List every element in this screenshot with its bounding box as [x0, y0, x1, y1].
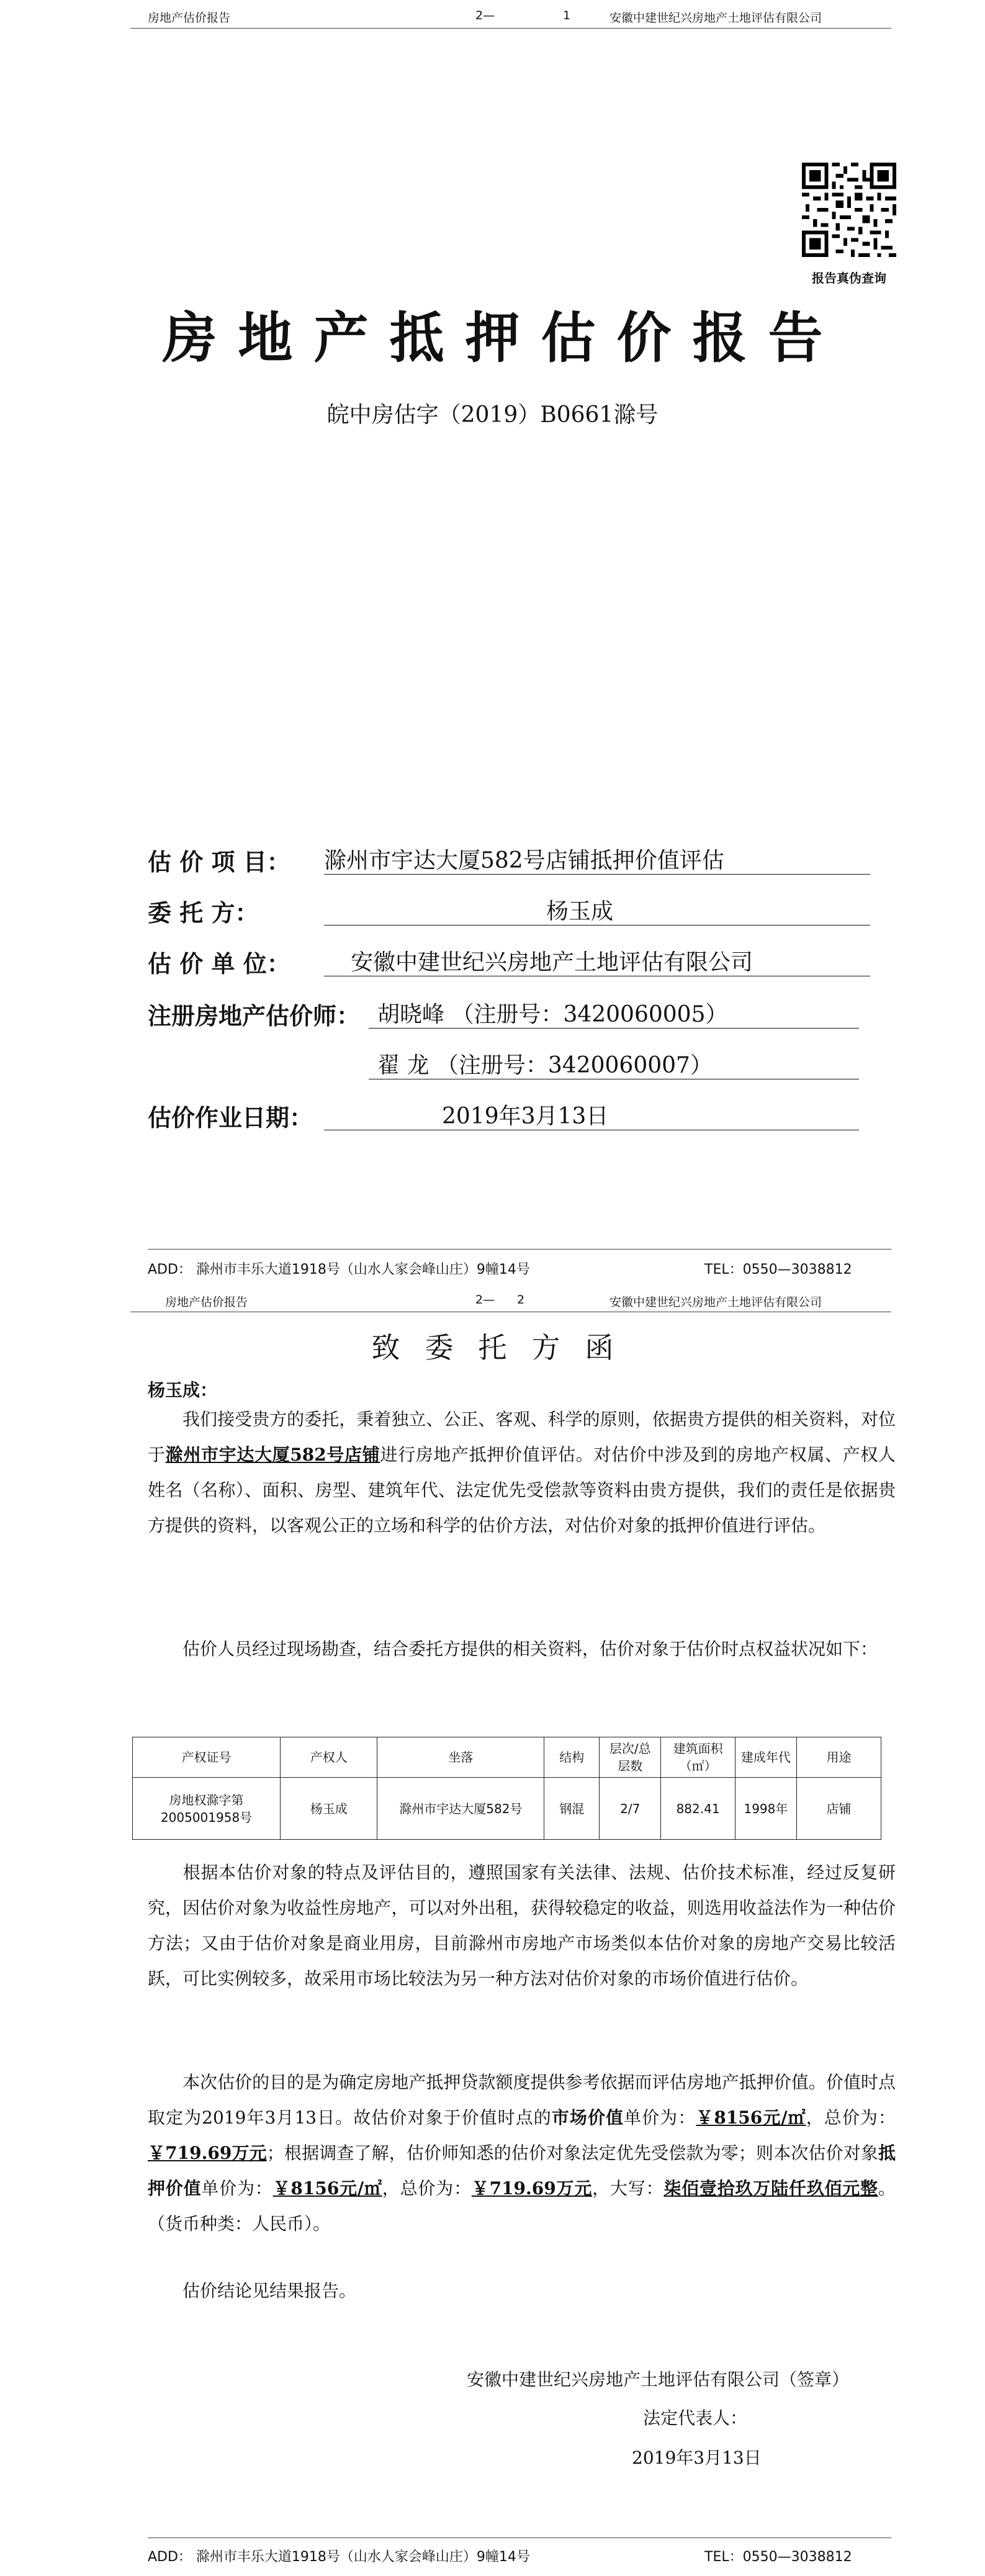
- table-header-cell: 产权人: [281, 1737, 377, 1778]
- table-cell: 杨玉成: [281, 1778, 377, 1840]
- page2-header-right: 安徽中建世纪兴房地产土地评估有限公司: [609, 1295, 822, 1309]
- paragraph-4-part: 单价为：: [624, 2107, 696, 2128]
- page1-header-page-number: 1: [563, 9, 571, 22]
- paragraph-4-part: ；根据调查了解，估价师知悉的估价对象法定优先受偿款为零；则本次估价对象: [266, 2143, 878, 2163]
- table-cell: 滁州市宇达大厦582号: [377, 1778, 544, 1840]
- page1-footer-address: ADD： 滁州市丰乐大道1918号（山水人家会峰山庄）9幢14号: [148, 1262, 530, 1277]
- paragraph-5-text: 估价结论见结果报告。: [182, 2281, 357, 2301]
- page1-footer-rule: [148, 1249, 891, 1250]
- unit-label: 估 价 单 位：: [148, 950, 290, 978]
- sign-company: 安徽中建世纪兴房地产土地评估有限公司（签章）: [467, 2369, 850, 2390]
- report-title: 房地产抵押估价报告: [162, 306, 844, 370]
- page2-header-page-number: 2: [517, 1293, 525, 1307]
- table-header-row: [133, 1737, 881, 1778]
- appraiser-1-underline: [369, 1028, 859, 1029]
- project-underline: [324, 874, 870, 875]
- project-label: 估 价 项 目：: [148, 849, 290, 876]
- paragraph-1: [148, 1402, 896, 1543]
- mortgage-unit-price: ￥8156元/㎡: [272, 2178, 382, 2199]
- page2-header-left: 房地产估价报告: [165, 1295, 248, 1309]
- table-header-cell: 建筑面积（㎡）: [661, 1737, 735, 1778]
- table-cell: 1998年: [735, 1778, 796, 1840]
- page1-header-page-prefix: 2—: [475, 9, 495, 22]
- appraiser-2: 翟 龙 （注册号：3420060007）: [377, 1053, 713, 1078]
- paragraph-4-part: ，大写：: [592, 2178, 664, 2199]
- paragraph-5: [148, 2273, 896, 2308]
- paragraph-2: [148, 1631, 896, 1667]
- mortgage-total-price: ￥719.69万元: [471, 2178, 593, 2199]
- sign-representative: 法定代表人：: [643, 2408, 748, 2428]
- page2-footer-address: ADD： 滁州市丰乐大道1918号（山水人家会峰山庄）9幢14号: [148, 2549, 530, 2565]
- paragraph-3-text: 根据本估价对象的特点及评估目的，遵照国家有关法律、法规、估价技术标准，经过反复研究，因估价对象为收益性房地产，可以对外出租，获得较稳定的收益，则选用收益法作为一种估价方法；又由于估价对象是商业用房，目前滁州市房地产市场类似本估价对象的房地产交易比较活跃，可比实例较多，故采用市场比较法为另一种方法对估价对象的市场价值进行估价。: [148, 1862, 896, 1989]
- table-cell: 房地权滁字第2005001958号: [133, 1778, 281, 1840]
- sign-date: 2019年3月13日: [632, 2448, 762, 2468]
- table-header-cell: 建成年代: [735, 1737, 796, 1778]
- table-row: [133, 1778, 881, 1840]
- table-cell: 店铺: [796, 1778, 881, 1840]
- client-value: 杨玉成: [546, 899, 614, 924]
- paragraph-3: [148, 1855, 896, 1996]
- mortgage-value-label: 抵押价值: [148, 2143, 896, 2199]
- table-cell: 钢混: [544, 1778, 600, 1840]
- paragraph-1-c: 进行房地产抵押价值评估。对估价中涉及到的房地产权属、产权人姓名（名称）、面积、房型、建筑年代、法定优先受偿款等资料由贵方提供，我们的责任是依据贵方提供的资料，以客观公正的立场和科学的估价方法，对估价对象的抵押价值进行评估。: [148, 1444, 896, 1536]
- page1-footer-tel: TEL：0550—3038812: [704, 1262, 852, 1277]
- appraiser-1: 胡晓峰 （注册号：3420060005）: [377, 1002, 728, 1027]
- paragraph-4-part: ，总价为：: [806, 2107, 896, 2128]
- table-cell: 2/7: [600, 1778, 661, 1840]
- unit-value: 安徽中建世纪兴房地产土地评估有限公司: [351, 950, 753, 975]
- table-cell: 882.41: [661, 1778, 735, 1840]
- paragraph-4-part: 本次估价的目的是为确定房地产抵押贷款额度提供参考依据而评估房地产抵押价值。价值时点取定为2019年3月13日。故估价对象于价值时点的: [148, 2072, 896, 2128]
- paragraph-4-part: 。（货币种类：人民币）。: [148, 2178, 896, 2234]
- date-label: 估价作业日期：: [148, 1104, 313, 1132]
- paragraph-1-address: 滁州市宇达大厦582号店铺: [165, 1444, 380, 1465]
- paragraph-4-part: ，总价为：: [382, 2178, 472, 2199]
- letter-title: 致委托方函: [371, 1331, 639, 1364]
- salutation: 杨玉成：: [148, 1380, 218, 1400]
- page1-header-rule: [130, 28, 891, 29]
- table-header-cell: 层次/总层数: [600, 1737, 661, 1778]
- qr-caption: 报告真伪查询: [812, 271, 886, 286]
- page2-header-page-prefix: 2—: [475, 1293, 495, 1307]
- table-header-cell: 用途: [796, 1737, 881, 1778]
- market-unit-price: ￥8156元/㎡: [696, 2107, 806, 2128]
- client-label: 委 托 方：: [148, 899, 259, 927]
- date-value: 2019年3月13日: [442, 1104, 609, 1129]
- table-header-cell: 结构: [544, 1737, 600, 1778]
- market-value-label: 市场价值: [551, 2107, 624, 2128]
- paragraph-2-text: 估价人员经过现场勘查，结合委托方提供的相关资料，估价对象于估价时点权益状况如下：: [182, 1639, 878, 1659]
- page2-footer-tel: TEL：0550—3038812: [704, 2549, 852, 2565]
- table-header-cell: 坐落: [377, 1737, 544, 1778]
- paragraph-4-part: 单价为：: [201, 2178, 273, 2199]
- qr-code-icon[interactable]: [802, 163, 896, 257]
- table-header-cell: 产权证号: [133, 1737, 281, 1778]
- paragraph-1-a: 我们接受贵方的委托，秉着独立、公正、客观、科学的原则，依据贵方提供的相关资料，对位于: [148, 1409, 896, 1465]
- property-table: [132, 1737, 881, 1840]
- report-number: 皖中房估字（2019）B0661滁号: [326, 402, 659, 428]
- market-total-price: ￥719.69万元: [148, 2143, 267, 2163]
- amount-in-words: 柒佰壹拾玖万陆仟玖佰元整: [663, 2178, 878, 2199]
- page1-header-left: 房地产估价报告: [148, 11, 231, 25]
- page1-header-right: 安徽中建世纪兴房地产土地评估有限公司: [609, 11, 822, 25]
- project-value: 滁州市宇达大厦582号店铺抵押价值评估: [324, 848, 724, 873]
- appraiser-label: 注册房地产估价师：: [148, 1002, 361, 1030]
- paragraph-4: [148, 2065, 896, 2241]
